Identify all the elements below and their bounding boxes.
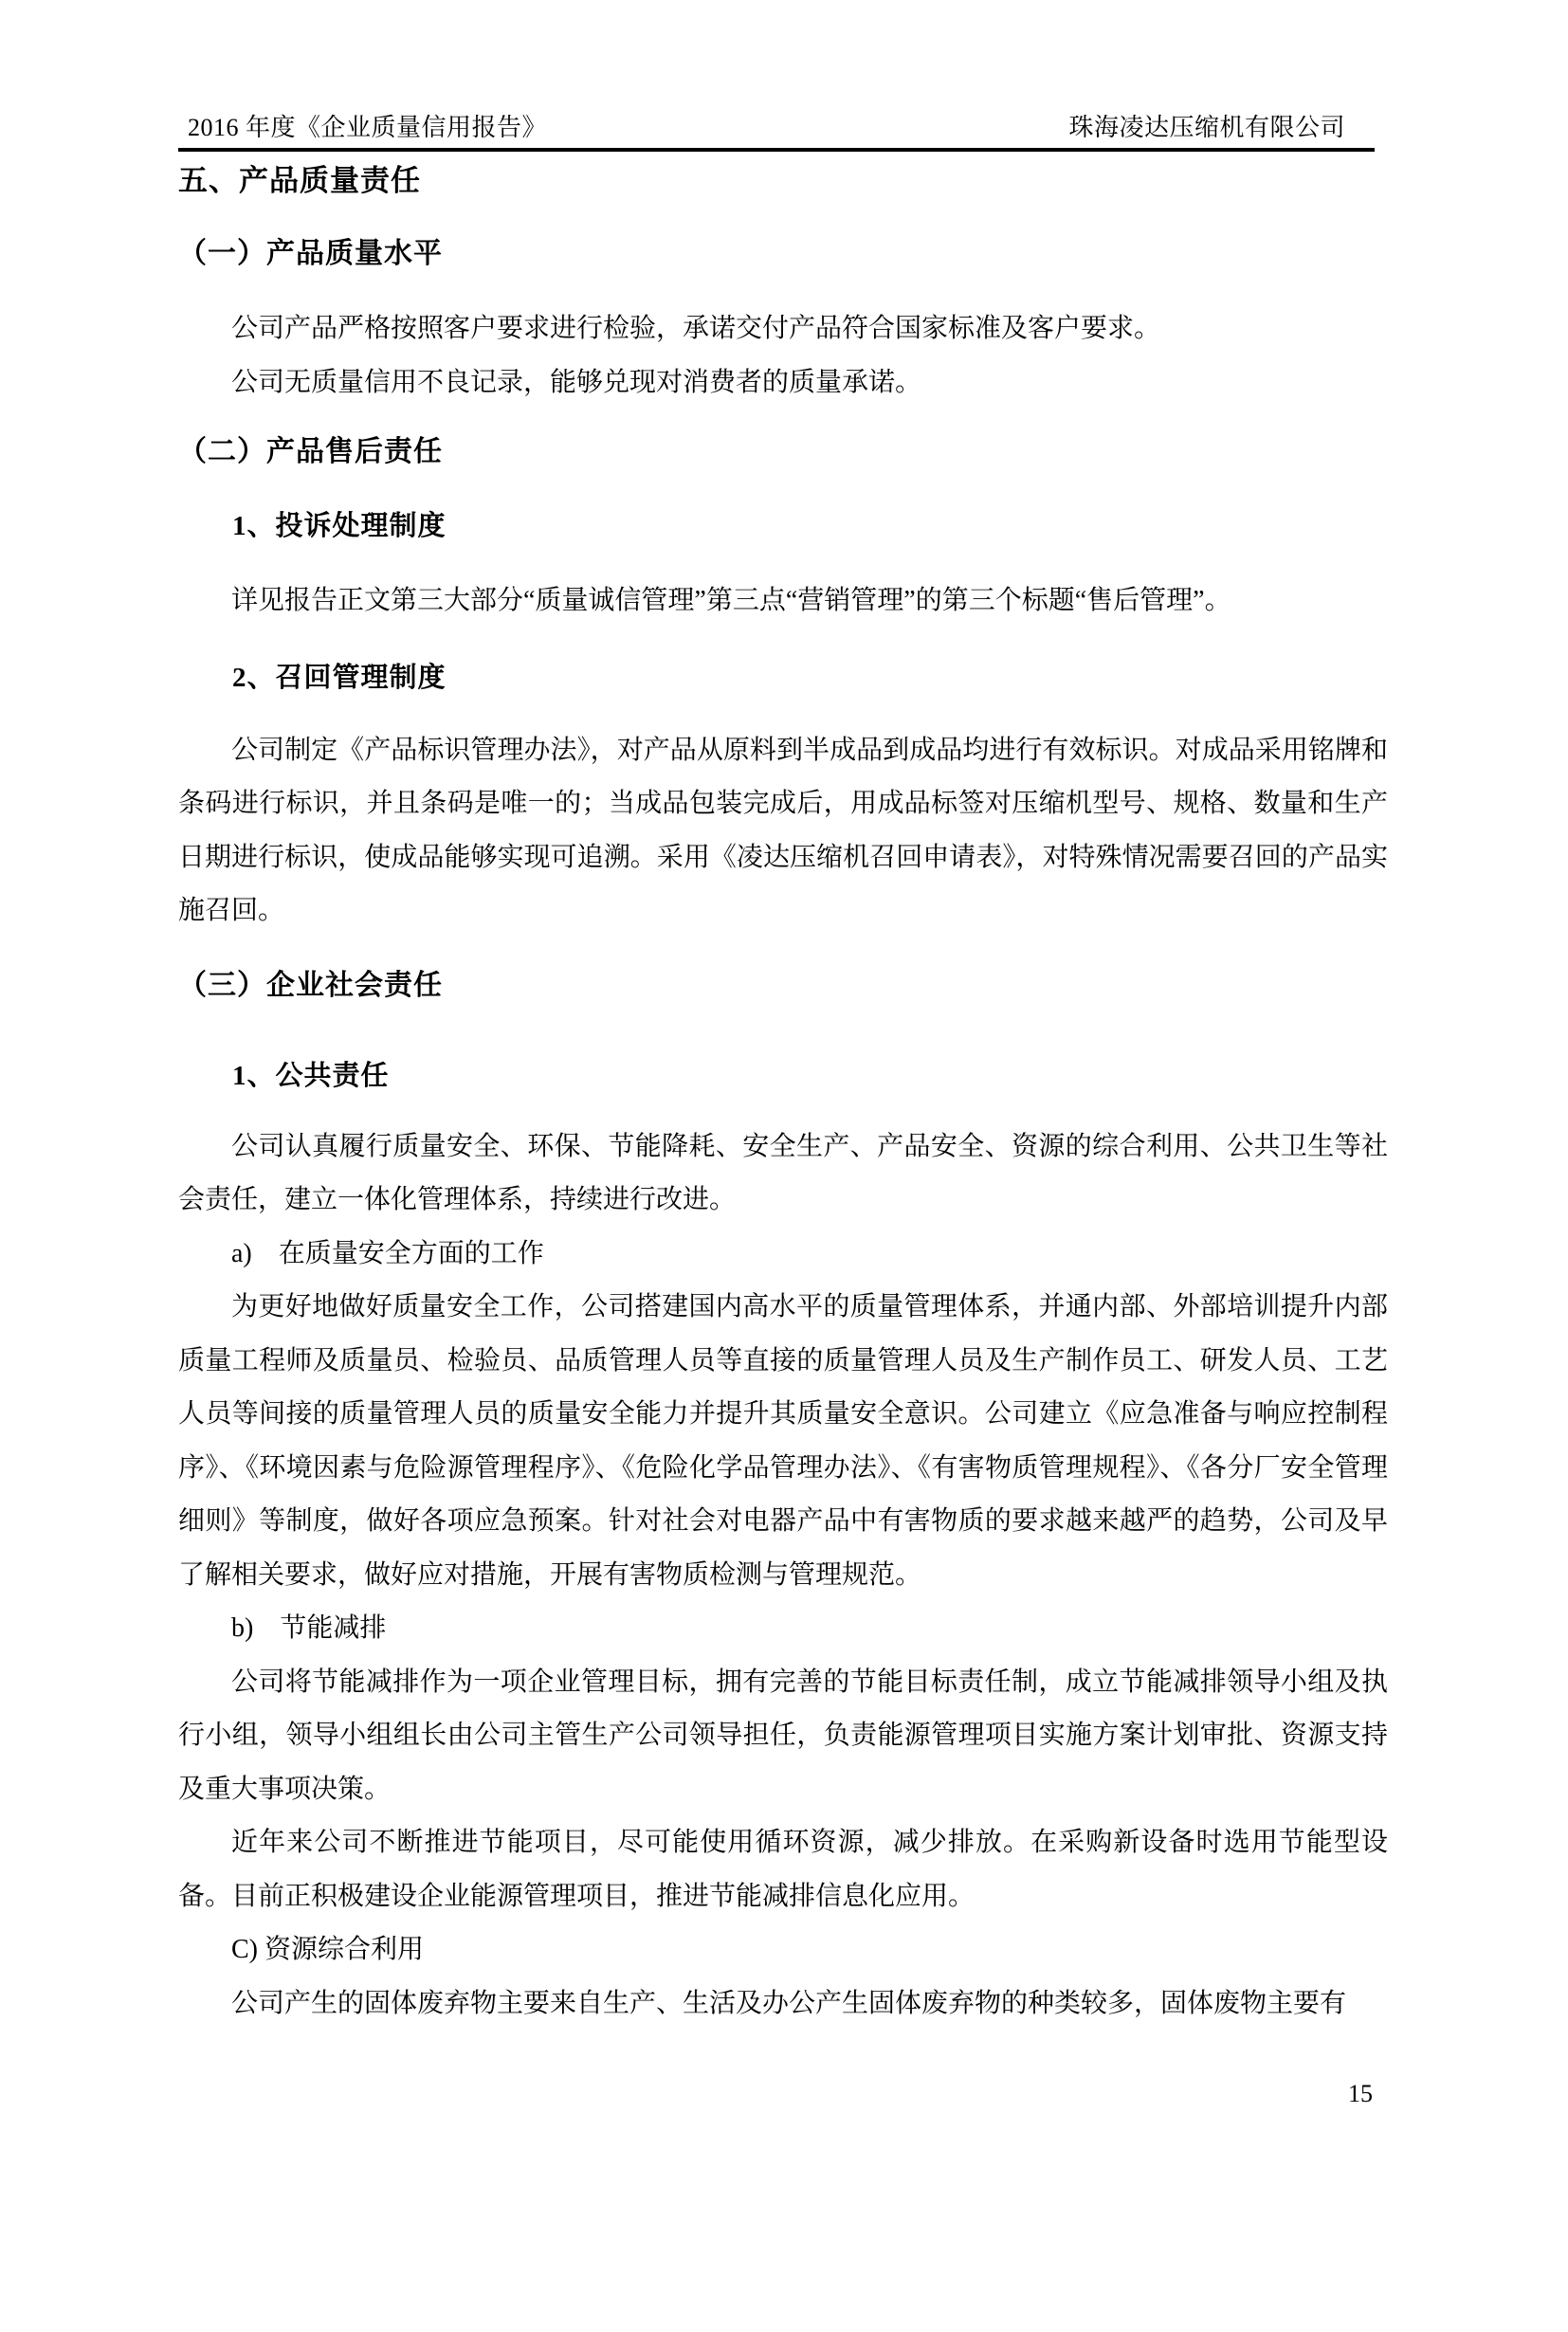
para-complaint-handling-reference: 详见报告正文第三大部分“质量诚信管理”第三点“营销管理”的第三个标题“售后管理”。 [231, 586, 1231, 615]
list-item-b-energy-saving: b) 节能减排 [231, 1613, 387, 1643]
document-page [0, 115, 1568, 2332]
page-number: 15 [1348, 2080, 1373, 2107]
para-energy-saving-organization: 公司将节能减排作为一项企业管理目标，拥有完善的节能目标责任制，成立节能减排领导小组及执行小组，领导小组组长由公司主管生产公司领导担任，负责能源管理项目实施方案计划审批、资源支持及重大事项决策。 [178, 1667, 1388, 1804]
para-no-bad-credit-record: 公司无质量信用不良记录，能够兑现对消费者的质量承诺。 [231, 367, 922, 397]
para-recall-management-detail: 公司制定《产品标识管理办法》，对产品从原料到半成品到成品均进行有效标识。对成品采用铭牌和条码进行标识，并且条码是唯一的；当成品包装完成后，用成品标签对压缩机型号、规格、数量和生产日期进行标识，使成品能够实现可追溯。采用《凌达压缩机召回申请表》，对特殊情况需要召回的产品实施召回。 [178, 735, 1388, 925]
header-report-title: 2016 年度《企业质量信用报告》 [188, 114, 548, 141]
page-footer [178, 2081, 1388, 2107]
list-item-c-resource-utilization: C) 资源综合利用 [231, 1935, 425, 1964]
heading-after-sales-responsibility: （二）产品售后责任 [178, 436, 443, 467]
para-energy-saving-projects: 近年来公司不断推进节能项目，尽可能使用循环资源，减少排放。在采购新设备时选用节能型设备。目前正积极建设企业能源管理项目，推进节能减排信息化应用。 [178, 1828, 1388, 1911]
heading-product-quality-level: （一）产品质量水平 [178, 238, 443, 269]
heading-public-responsibility: 1、公共责任 [232, 1060, 390, 1091]
para-inspection-commitment: 公司产品严格按照客户要求进行检验，承诺交付产品符合国家标准及客户要求。 [231, 314, 1161, 343]
header-divider-rule [178, 148, 1375, 152]
page-header [178, 115, 1388, 141]
heading-recall-management-system: 2、召回管理制度 [232, 662, 447, 693]
para-social-responsibility-overview: 公司认真履行质量安全、环保、节能降耗、安全生产、产品安全、资源的综合利用、公共卫生等社会责任，建立一体化管理体系，持续进行改进。 [178, 1131, 1388, 1214]
heading-complaint-handling-system: 1、投诉处理制度 [232, 511, 447, 541]
heading-corporate-social-responsibility: （三）企业社会责任 [178, 969, 443, 1001]
para-solid-waste-sources: 公司产生的固体废弃物主要来自生产、生活及办公产生固体废弃物的种类较多，固体废物主要有 [231, 1988, 1347, 2018]
header-company-name: 珠海凌达压缩机有限公司 [1068, 114, 1345, 141]
para-quality-safety-measures: 为更好地做好质量安全工作，公司搭建国内高水平的质量管理体系，并通内部、外部培训提升内部质量工程师及质量员、检验员、品质管理人员等直接的质量管理人员及生产制作员工、研发人员、工艺人员等间接的质量管理人员的质量安全能力并提升其质量安全意识。公司建立《应急准备与响应控制程序》、《环境因素与危险源管理程序》、《危险化学品管理办法》、《有害物质管理规程》、《各分厂安全管理细则》等制度，做好各项应急预案。针对社会对电器产品中有害物质的要求越来越严的趋势，公司及早了解相关要求，做好应对措施，开展有害物质检测与管理规范。 [178, 1292, 1388, 1590]
list-item-a-quality-safety-work: a) 在质量安全方面的工作 [231, 1238, 544, 1268]
heading-chapter-product-quality-responsibility: 五、产品质量责任 [178, 164, 421, 197]
